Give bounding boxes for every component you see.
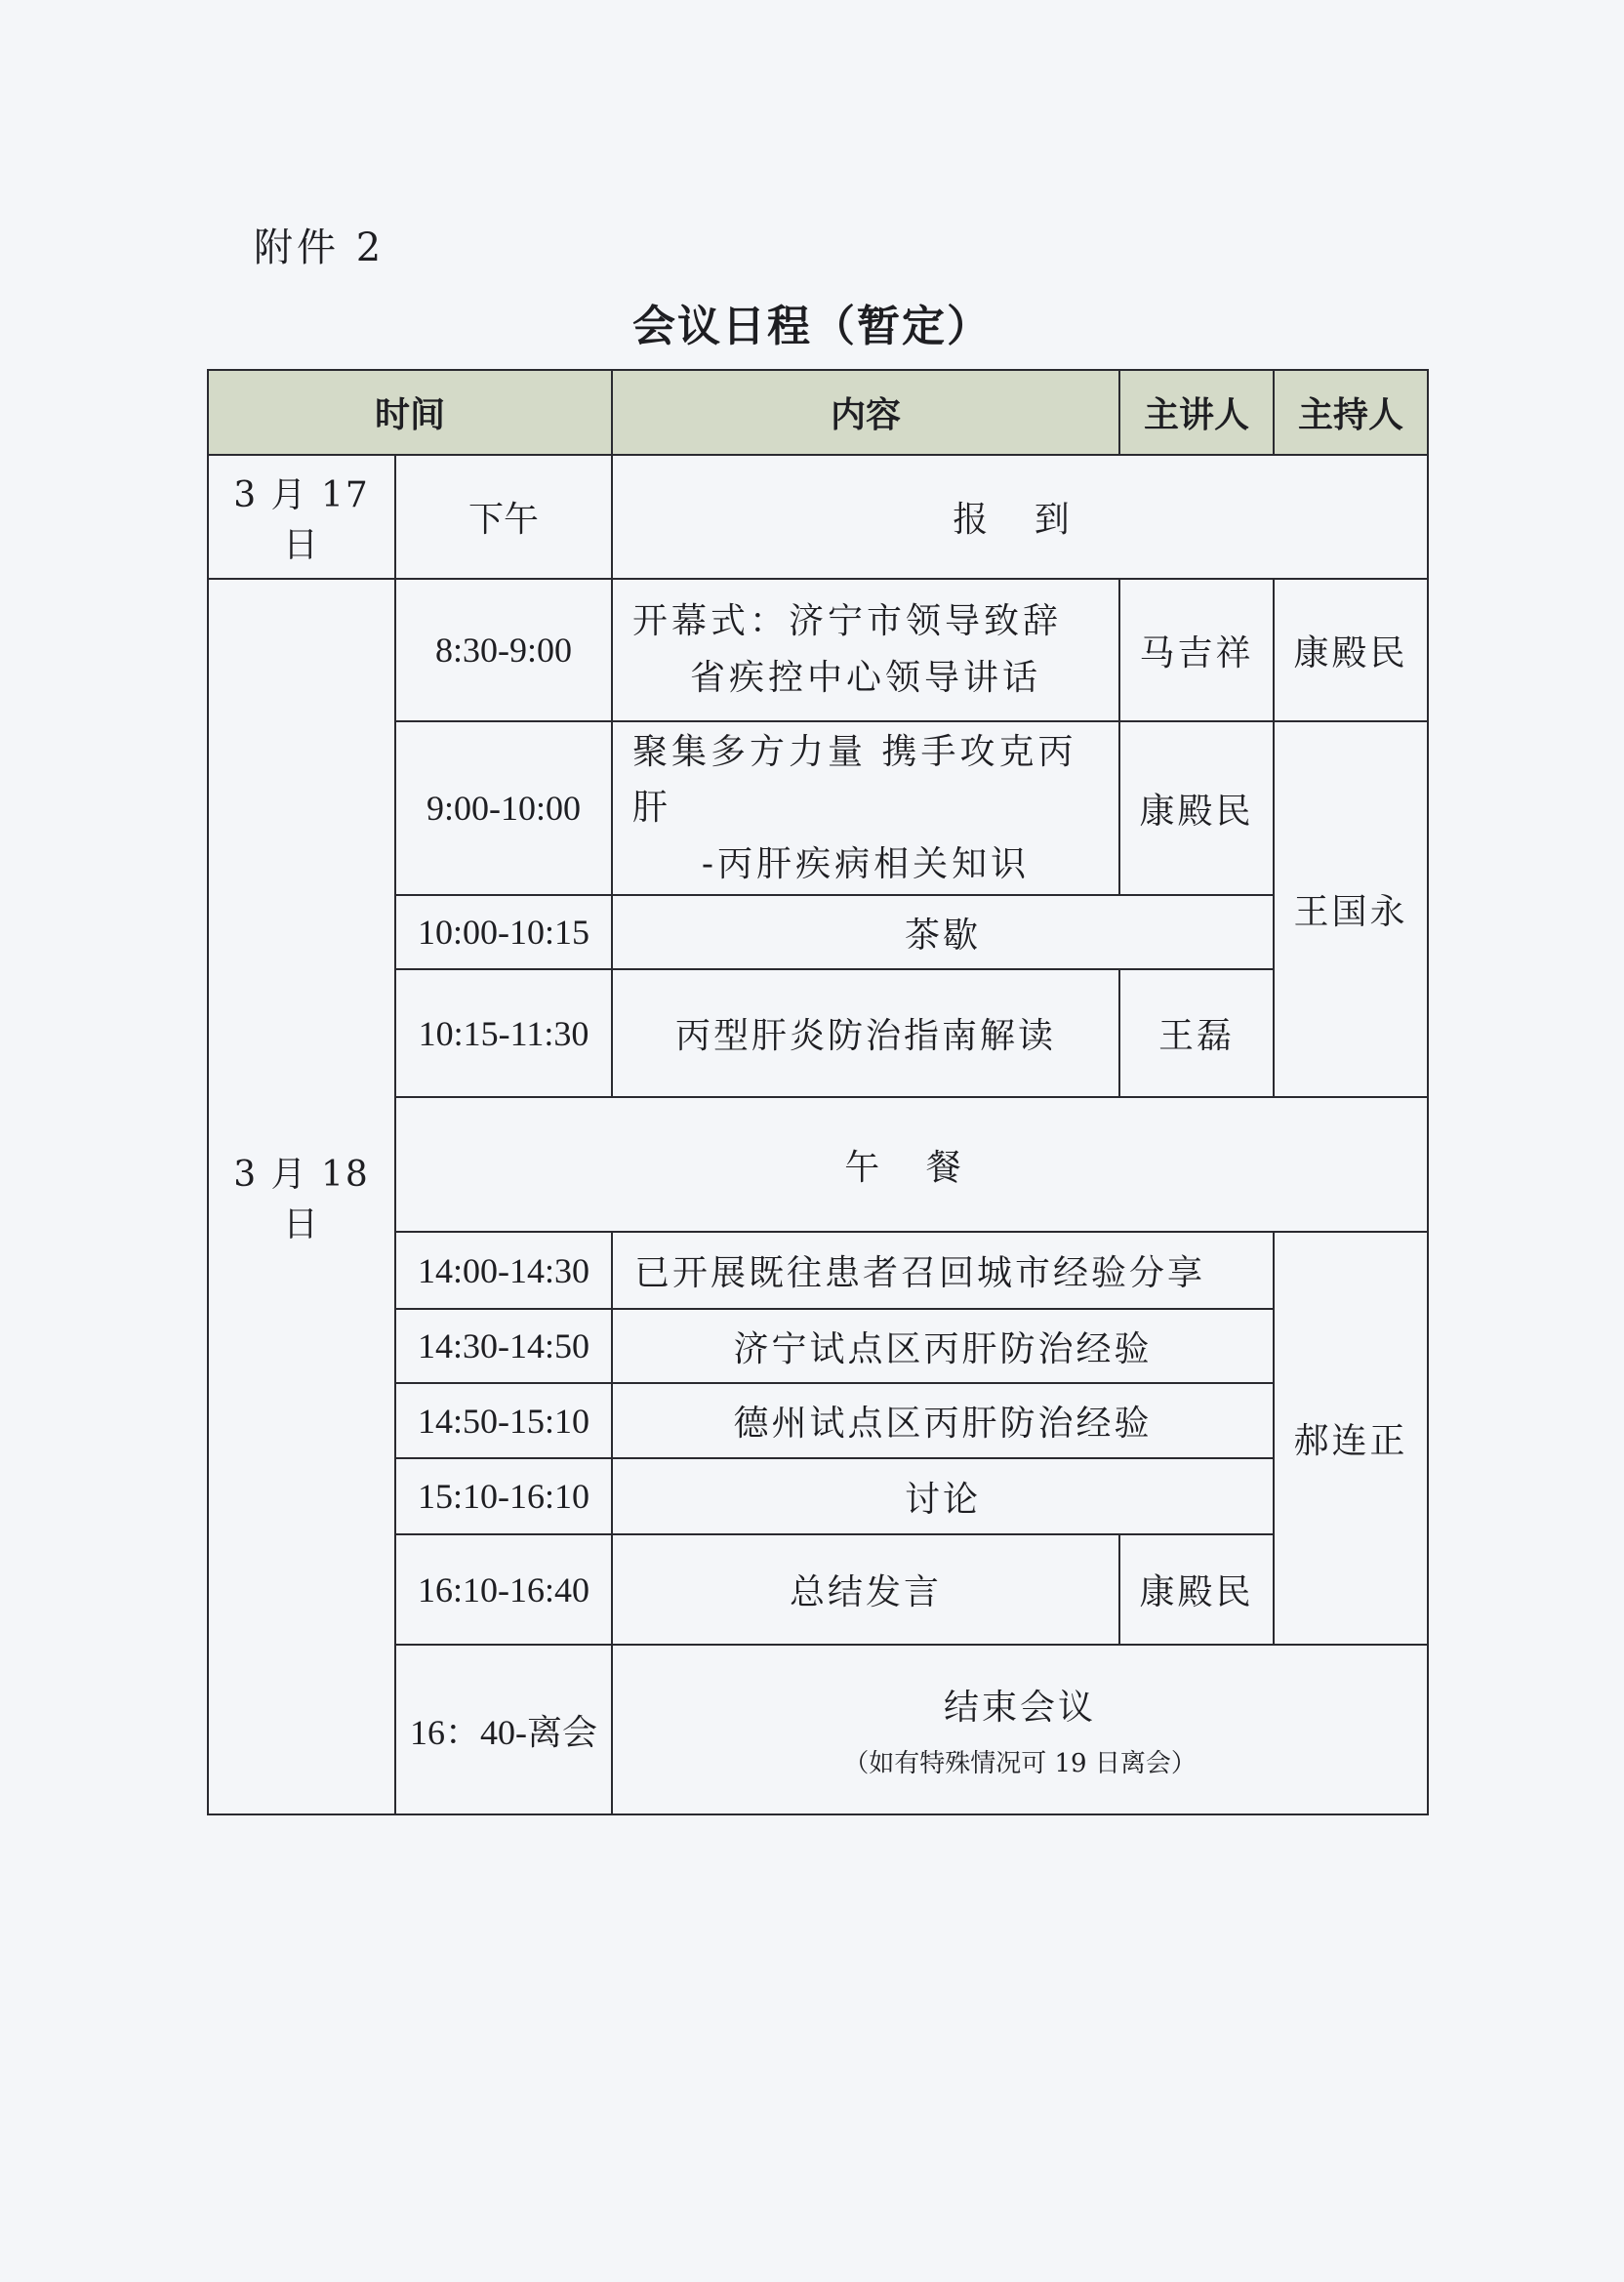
- session-host: 王国永: [1274, 721, 1428, 1097]
- session-content: 讨论: [612, 1458, 1274, 1534]
- session-content: 已开展既往患者召回城市经验分享: [612, 1232, 1274, 1309]
- session-speaker: 康殿民: [1119, 721, 1274, 895]
- session-content: 济宁试点区丙肝防治经验: [612, 1309, 1274, 1383]
- attachment-label: 附件 2: [254, 225, 386, 270]
- session-host: 康殿民: [1274, 579, 1428, 721]
- session-time: 16:10-16:40: [395, 1534, 612, 1645]
- table-row: [208, 455, 1428, 579]
- session-time: 14:00-14:30: [395, 1232, 612, 1309]
- session-time: 14:50-15:10: [395, 1383, 612, 1458]
- session-content: [612, 721, 1119, 895]
- session-time: 8:30-9:00: [395, 579, 612, 721]
- session-time: 9:00-10:00: [395, 721, 612, 895]
- day1-period: 下午: [395, 455, 612, 579]
- schedule-table: [207, 369, 1429, 1815]
- day1-date: 3 月 17 日: [208, 455, 395, 579]
- header-speaker: 主讲人: [1119, 370, 1274, 455]
- session-content: 茶歇: [612, 895, 1274, 969]
- session-speaker: 王磊: [1119, 969, 1274, 1097]
- session-time: 10:15-11:30: [395, 969, 612, 1097]
- session-line2: 省疾控中心领导讲话: [690, 658, 1042, 698]
- session-line1: 聚集多方力量 携手攻克丙肝: [632, 731, 1077, 829]
- closing-content: [612, 1645, 1428, 1814]
- lunch-cell: 午 餐: [395, 1097, 1428, 1232]
- session-content: 德州试点区丙肝防治经验: [612, 1383, 1274, 1458]
- document-title: 会议日程（暂定）: [632, 302, 992, 351]
- header-host: 主持人: [1274, 370, 1428, 455]
- session-content: 丙型肝炎防治指南解读: [612, 969, 1119, 1097]
- day2-date: 3 月 18 日: [208, 579, 395, 1814]
- session-line2: -丙肝疾病相关知识: [701, 843, 1031, 884]
- session-speaker: 马吉祥: [1119, 579, 1274, 721]
- closing-time: 16：40-离会: [395, 1645, 612, 1814]
- day1-content: 报 到: [612, 455, 1428, 579]
- header-time: 时间: [208, 370, 612, 455]
- session-content: [612, 579, 1119, 721]
- header-row: [208, 370, 1428, 455]
- table-row: [208, 579, 1428, 721]
- session-host: 郝连正: [1274, 1232, 1428, 1645]
- header-content: 内容: [612, 370, 1119, 455]
- closing-note: （如有特殊情况可 19 日离会）: [843, 1749, 1197, 1778]
- closing-label: 结束会议: [944, 1688, 1097, 1728]
- session-time: 14:30-14:50: [395, 1309, 612, 1383]
- session-speaker: 康殿民: [1119, 1534, 1274, 1645]
- session-time: 10:00-10:15: [395, 895, 612, 969]
- session-line1: 开幕式：济宁市领导致辞: [632, 601, 1063, 642]
- session-time: 15:10-16:10: [395, 1458, 612, 1534]
- session-content: 总结发言: [612, 1534, 1119, 1645]
